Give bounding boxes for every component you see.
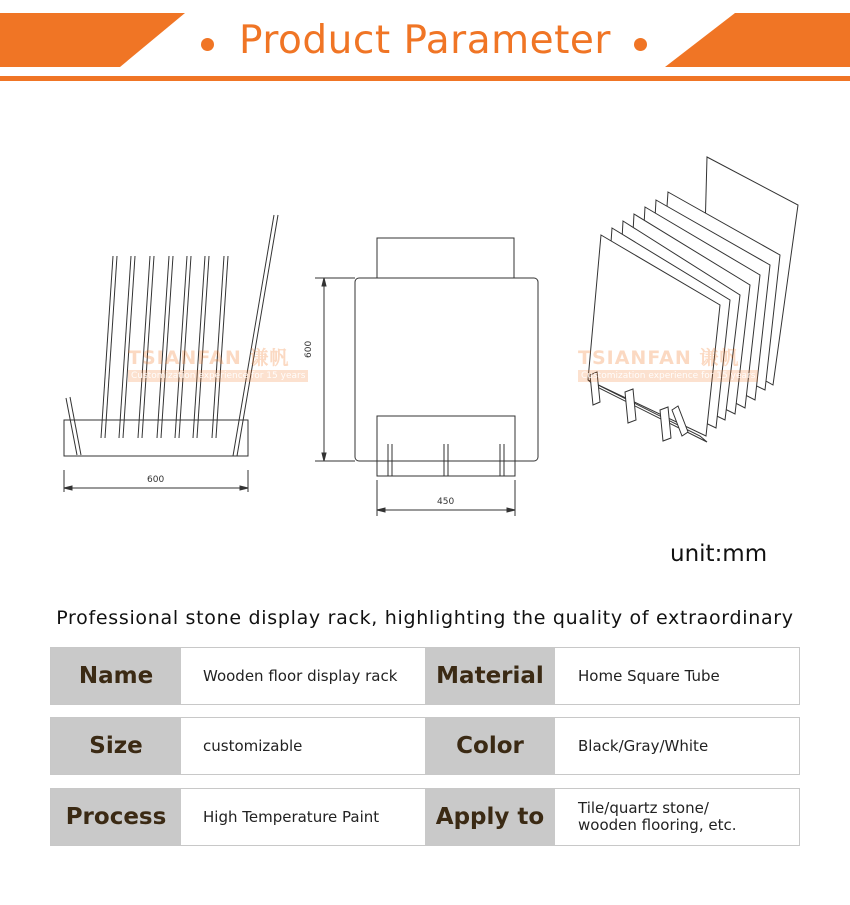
watermark-slogan: Customization experience for 15 years [578,370,758,382]
dim-front-width: 600 [147,475,165,485]
header-banner [0,0,850,90]
spec-row [50,717,800,775]
page-title: Product Parameter [239,18,611,63]
rack-drawings [0,130,850,530]
spec-value: Wooden floor display rack [203,666,398,685]
spec-label: Process [51,789,181,845]
spec-value: High Temperature Paint [203,807,380,826]
spec-label: Apply to [425,789,555,845]
watermark-right [578,343,758,382]
watermark-slogan: Customization experience for 15 years [128,370,308,382]
spec-label: Color [425,718,555,774]
spec-row [50,647,800,705]
perspective-view [588,157,798,442]
technical-drawing [0,130,850,530]
watermark-left [128,343,308,382]
dim-side-width: 450 [437,497,455,507]
title-dot-right [634,38,647,51]
spec-label: Size [51,718,181,774]
side-view [315,238,538,516]
dim-side-height: 600 [304,340,314,358]
spec-value: Tile/quartz stone/ wooden flooring, etc. [578,799,737,834]
watermark-brand: TSIANFAN 谦帆 [128,347,290,369]
watermark-brand: TSIANFAN 谦帆 [578,347,740,369]
spec-value: Black/Gray/White [578,736,709,755]
unit-label: unit:mm [670,541,768,567]
spec-row [50,788,800,846]
spec-value: Home Square Tube [578,666,720,685]
spec-value: customizable [203,736,303,755]
spec-label: Name [51,648,181,704]
spec-label: Material [425,648,555,704]
tagline: Professional stone display rack, highlighting the quality of extraordinary [56,607,794,629]
